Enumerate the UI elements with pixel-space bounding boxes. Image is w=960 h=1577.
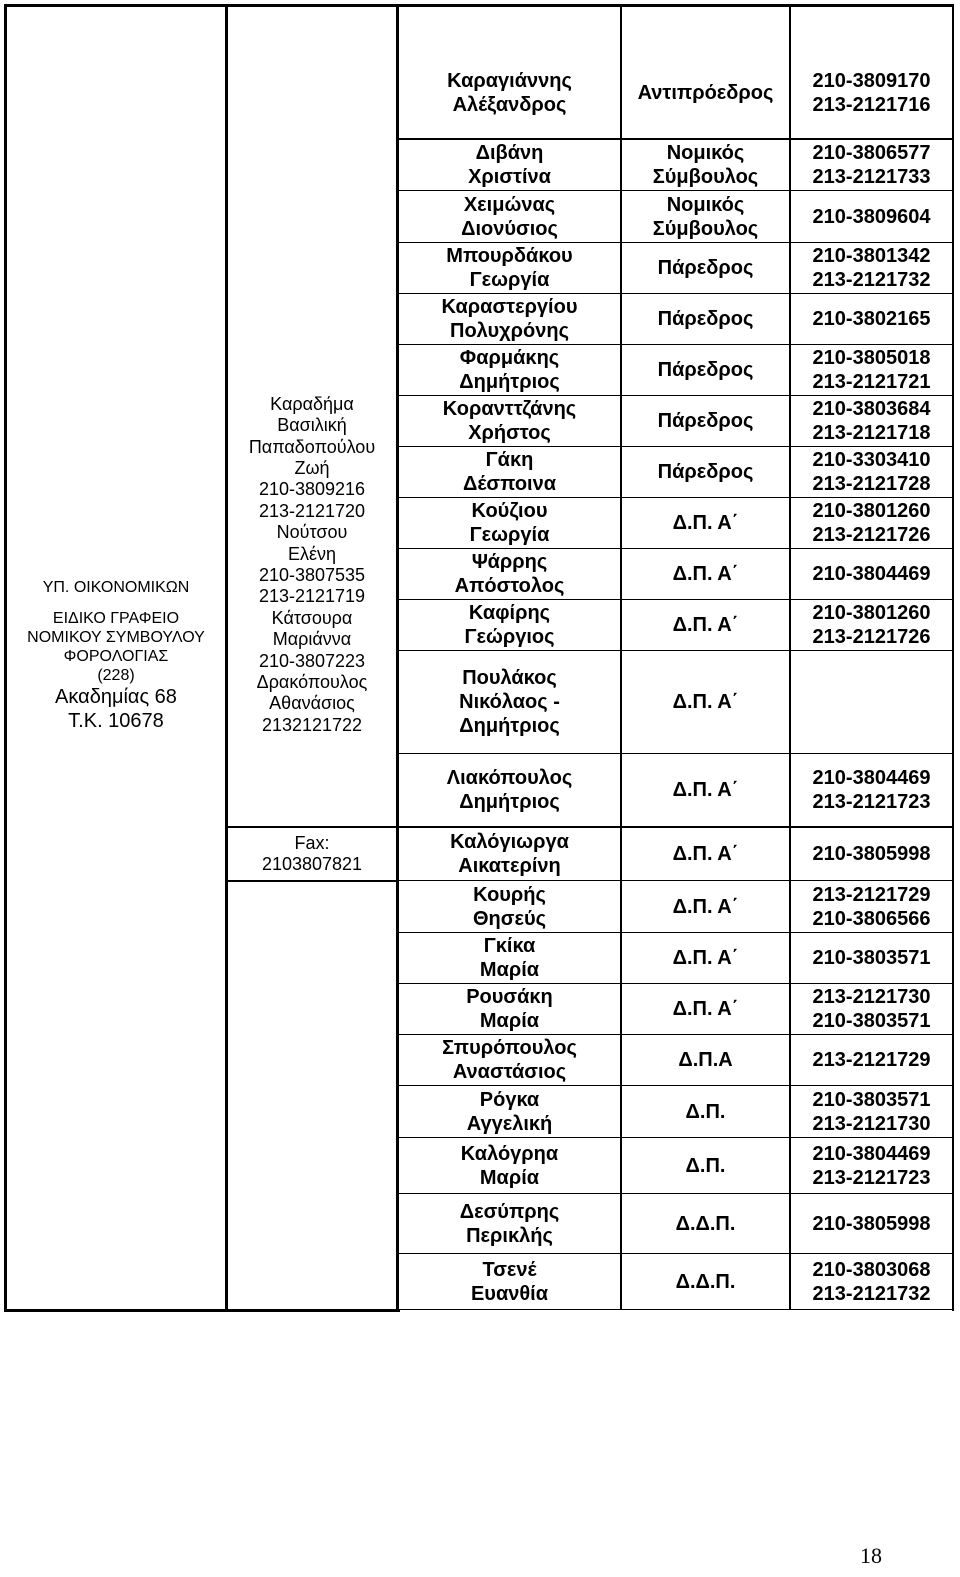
staff-phone: 210-3804469 213-2121723 [812,1142,931,1189]
staff-phone: 210-3801260 213-2121726 [812,602,931,648]
staff-role: Δ.Δ.Π. [675,1270,736,1293]
staff-role: Δ.Π. [685,1100,726,1123]
staff-role: Πάρεδρος [657,461,754,483]
staff-role: Δ.Π. Α΄ [672,895,739,918]
page-number: 18 [860,1543,882,1568]
staff-phone: 210-3804469 213-2121723 [812,767,931,813]
office-name: ΕΙΔΙΚΟ ΓΡΑΦΕΙΟ ΝΟΜΙΚΟΥ ΣΥΜΒΟΥΛΟΥ ΦΟΡΟΛΟΓΙΑΣ (228) [27,609,205,684]
staff-role: Δ.Π. Α΄ [672,691,739,713]
fax-line [225,880,399,882]
staff-phone: 210-3805018 213-2121721 [812,347,931,393]
staff-name: Κορανττζάνης Χρήστος [442,398,577,444]
agency-cell [7,560,225,750]
table-border-right [952,4,954,139]
staff-name: Χειμώνας Διονύσιος [461,193,558,240]
staff-name: Γκίκα Μαρία [479,935,540,981]
staff-role: Πάρεδρος [657,359,754,381]
staff-name: Διβάνη Χριστίνα [468,142,551,188]
staff-phone: 210-3801342 213-2121732 [812,245,931,291]
table-border-right-lower [952,139,954,1311]
table-border-bottom-right [396,1309,954,1310]
staff-phone: 210-3803571 213-2121730 [812,1088,931,1135]
fax-number: Fax: 2103807821 [261,833,363,874]
staff-name: Κουρής Θησεύς [473,883,546,930]
staff-phone: 213-2121729 210-3806566 [812,883,931,930]
contacts-main: Καραδήμα Βασιλική Παπαδοπούλου Ζωή 210-3809216 213-2121720 Νούτσου Ελένη 210-3807535 213-2121719 Κάτσουρα Μαριάννα 210-3807223 Δρακόπουλος Αθανάσιος 2132121722 [248,393,376,735]
staff-phone: 210-3803068 213-2121732 [812,1258,931,1305]
staff-role: Δ.Δ.Π. [675,1212,736,1235]
staff-phone: 210-3803684 213-2121718 [812,398,931,444]
office-address: Ακαδημίας 68 Τ.Κ. 10678 [55,685,177,732]
staff-name: Καραγιάννης Αλέξανδρος [447,69,572,116]
staff-name: Φαρμάκης Δημήτριος [459,347,560,393]
staff-role: Δ.Π. Α΄ [672,563,739,585]
staff-role: Δ.Π. [685,1154,726,1177]
staff-phone [791,651,952,753]
staff-phone: 210-3803571 [812,947,931,969]
staff-name: Ρουσάκη Μαρία [466,986,553,1032]
staff-name: Τσενέ Ευανθία [470,1258,549,1305]
staff-phone: 210-3806577 213-2121733 [812,142,931,188]
staff-name: Μπουρδάκου Γεωργία [446,245,573,291]
staff-phone: 210-3809170 213-2121716 [812,69,931,116]
staff-name: Καλόγρηα Μαρία [460,1142,559,1189]
staff-role: Νομικός Σύμβουλος [652,142,759,188]
staff-role: Πάρεδρος [657,257,754,279]
staff-role: Δ.Π. Α΄ [672,614,739,636]
staff-role: Δ.Π. Α΄ [672,947,739,969]
staff-phone: 210-3804469 [812,563,931,585]
staff-phone: 213-2121730 210-3803571 [812,986,931,1032]
staff-name: Καραστεργίου Πολυχρόνης [441,296,578,342]
staff-role: Δ.Π. Α΄ [672,779,739,801]
staff-name: Ρόγκα Αγγελική [466,1088,553,1135]
staff-role: Δ.Π.Α [678,1049,733,1071]
staff-name: Δεσύπρης Περικλής [459,1200,560,1247]
staff-role: Δ.Π. Α΄ [672,998,739,1020]
staff-role: Νομικός Σύμβουλος [652,193,759,240]
staff-name: Πουλάκος Νικόλαος - Δημήτριος [459,667,560,737]
staff-phone: 210-3303410 213-2121728 [812,449,931,495]
staff-name: Κούζιου Γεωργία [469,500,550,546]
table-border-bottom [4,1309,400,1312]
contacts-main-cell [228,330,396,800]
staff-phone: 210-3802165 [812,308,931,330]
staff-name: Καφίρης Γεώργιος [464,602,555,648]
staff-role: Πάρεδρος [657,410,754,432]
staff-phone: 210-3809604 [812,205,931,228]
staff-role: Δ.Π. Α΄ [672,843,739,865]
staff-role: Πάρεδρος [657,308,754,330]
staff-name: Ψάρρης Απόστολος [454,551,565,597]
staff-name: Λιακόπουλος Δημήτριος [446,767,573,813]
staff-phone: 210-3805998 [812,1212,931,1235]
staff-phone: 213-2121729 [812,1049,931,1071]
fax-cell [228,828,396,880]
staff-phone: 210-3801260 213-2121726 [812,500,931,546]
staff-name: Καλόγιωργα Αικατερίνη [450,831,569,877]
staff-role: Δ.Π. Α΄ [672,512,739,534]
staff-name: Γάκη Δέσποινα [462,449,557,495]
ministry-name: ΥΠ. ΟΙΚΟΝΟΜΙΚΩΝ [42,578,190,596]
staff-role: Αντιπρόεδρος [637,81,774,104]
staff-name: Σπυρόπουλος Αναστάσιος [442,1037,577,1083]
staff-phone: 210-3805998 [812,843,931,865]
